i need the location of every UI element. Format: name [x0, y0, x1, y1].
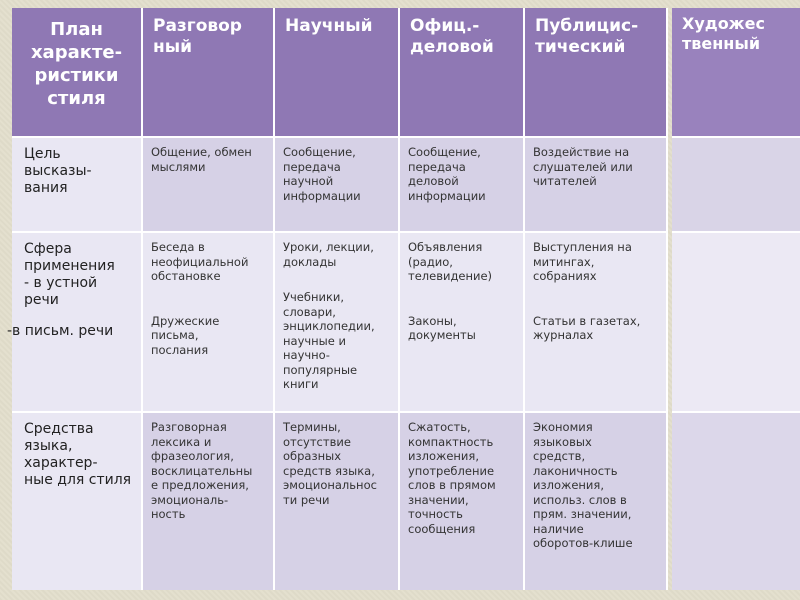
text-line: речи [24, 292, 59, 308]
text-line: е предложения, [151, 478, 249, 492]
text-line: языковых [533, 434, 592, 449]
text-line: деловой [408, 174, 459, 188]
text-line: изложения, [408, 449, 479, 463]
text-line: фразеология, [151, 449, 234, 463]
text-line: средств языка, [283, 463, 375, 478]
text-line: (радио, [408, 254, 453, 269]
text-line: употребление [408, 463, 495, 478]
style-comparison-table [7, 8, 672, 590]
text-line: лексика и [151, 434, 212, 449]
text-line: лаконичность [533, 463, 618, 478]
text-line: Публицис- [535, 16, 639, 36]
cell-goal-ofic [400, 136, 525, 231]
cell-sphere-razgovorny [143, 231, 275, 411]
text-line: передача [408, 159, 466, 174]
row-head-means [12, 411, 143, 590]
text-line: компактность [408, 434, 494, 449]
cell-means-nauchny [275, 411, 400, 590]
header-plan [12, 8, 143, 136]
text-line: наличие [533, 521, 584, 536]
sphere-ofic-oral [408, 240, 517, 284]
cell-means-ofic [400, 411, 525, 590]
text-line: сообщения [408, 521, 476, 536]
text-line: Сообщение, [283, 145, 356, 159]
text-line: деловой [410, 37, 494, 57]
text-line: Научный [285, 16, 373, 36]
text-line: средств, [533, 449, 586, 463]
text-line: слушателей или [533, 159, 633, 174]
text-line: Средства [24, 421, 94, 437]
text-line: Художес [682, 14, 765, 33]
text-line: документы [408, 328, 476, 342]
cell-sphere-hud [672, 231, 800, 411]
text-line: характер- [24, 455, 98, 471]
text-line: Цель [24, 146, 61, 162]
text-line: ность [151, 507, 186, 521]
row-head-sphere [7, 231, 143, 411]
text-line: восклицательны [151, 463, 253, 478]
text-line: высказы- [24, 163, 92, 179]
text-line: Беседа в [151, 240, 205, 254]
sphere-razg-oral [151, 240, 267, 284]
text-line: Объявления [408, 240, 483, 254]
sphere-ofic-written [408, 314, 517, 343]
row-head-sphere-oral [24, 241, 135, 309]
text-line: использ. слов в [533, 492, 627, 507]
cell-sphere-ofic [400, 231, 525, 411]
text-line: Сфера [24, 241, 72, 257]
text-line: образных [283, 449, 341, 463]
header-razgovorny [143, 8, 275, 136]
text-line: Выступления на [533, 240, 632, 254]
text-line: журналах [533, 328, 594, 342]
text-line: Учебники, [283, 290, 345, 304]
text-line: энциклопедии, [283, 319, 375, 333]
text-line: научные и [283, 333, 346, 348]
text-line: обстановке [151, 269, 221, 283]
text-line: Офиц.- [410, 16, 480, 36]
text-line: информации [408, 188, 486, 203]
row-head-goal [12, 136, 143, 231]
text-line: эмоциональнос [283, 478, 377, 492]
text-line: Сообщение, [408, 145, 481, 159]
text-line: ристики [34, 65, 119, 86]
text-line: точность [408, 507, 463, 521]
text-line: телевидение) [408, 269, 493, 283]
text-line: ти речи [283, 492, 330, 507]
sphere-razg-written [151, 314, 267, 358]
text-line: доклады [283, 254, 337, 269]
text-line: Общение, обмен [151, 145, 252, 159]
cell-goal-publ [525, 136, 668, 231]
header-nauchny [275, 8, 400, 136]
text-line: собраниях [533, 269, 597, 283]
text-line: научно- [283, 348, 330, 362]
text-line: Разговор [153, 16, 242, 36]
text-line: научной [283, 174, 334, 188]
sphere-publ-written [533, 314, 660, 343]
text-line: митингах, [533, 254, 595, 269]
text-line: мыслями [151, 159, 206, 174]
text-line: книги [283, 377, 319, 391]
cell-means-publ [525, 411, 668, 590]
text-line: тический [535, 37, 626, 57]
text-line: ный [153, 37, 193, 57]
cell-goal-nauchny [275, 136, 400, 231]
header-publicistichesky [525, 8, 668, 136]
text-line: Уроки, лекции, [283, 240, 374, 254]
cell-sphere-publ [525, 231, 668, 411]
text-line: значении, [408, 492, 469, 507]
text-line: вания [24, 180, 68, 196]
text-line: послания [151, 342, 209, 357]
text-line: Разговорная [151, 420, 227, 434]
text-line: Законы, [408, 313, 457, 328]
text-line: слов в прямом [408, 478, 496, 492]
cell-sphere-nauchny [275, 231, 400, 411]
text-line: неофициальной [151, 254, 249, 269]
text-line: читателей [533, 174, 597, 188]
text-line: Статьи в газетах, [533, 313, 641, 328]
sphere-nauch-written [283, 290, 392, 392]
text-line: отсутствие [283, 434, 351, 449]
cell-means-razgovorny [143, 411, 275, 590]
text-line: Термины, [283, 420, 341, 434]
cell-goal-hud [672, 136, 800, 231]
text-line: План [50, 19, 103, 40]
text-line: Сжатость, [408, 420, 471, 434]
text-line: твенный [682, 34, 761, 53]
text-line: - в устной [24, 275, 98, 291]
cell-goal-razgovorny [143, 136, 275, 231]
text-line: характе- [30, 42, 123, 63]
sphere-publ-oral [533, 240, 660, 284]
header-hudozhestvenny [672, 8, 800, 136]
text-line: Экономия [533, 420, 593, 434]
text-line: изложения, [533, 478, 604, 492]
text-line: оборотов-клише [533, 536, 633, 550]
text-line: ные для стиля [24, 472, 132, 488]
text-line: языка, [24, 438, 73, 454]
text-line: Воздействие на [533, 145, 630, 159]
text-line: эмоциональ- [151, 492, 229, 507]
text-line: передача [283, 159, 341, 174]
text-line: применения [24, 258, 115, 274]
text-line: стиля [47, 88, 106, 109]
row-head-sphere-written: -в письм. речи [7, 323, 114, 339]
cell-means-hud [672, 411, 800, 590]
header-ofic-delovoy [400, 8, 525, 136]
column-hudozhestvenny [672, 8, 800, 590]
text-line: письма, [151, 328, 199, 342]
sphere-nauch-oral [283, 240, 392, 269]
text-line: Дружеские [151, 313, 220, 328]
text-line: информации [283, 188, 361, 203]
text-line: словари, [283, 304, 336, 319]
text-line: популярные [283, 362, 358, 377]
text-line: прям. значении, [533, 507, 632, 521]
